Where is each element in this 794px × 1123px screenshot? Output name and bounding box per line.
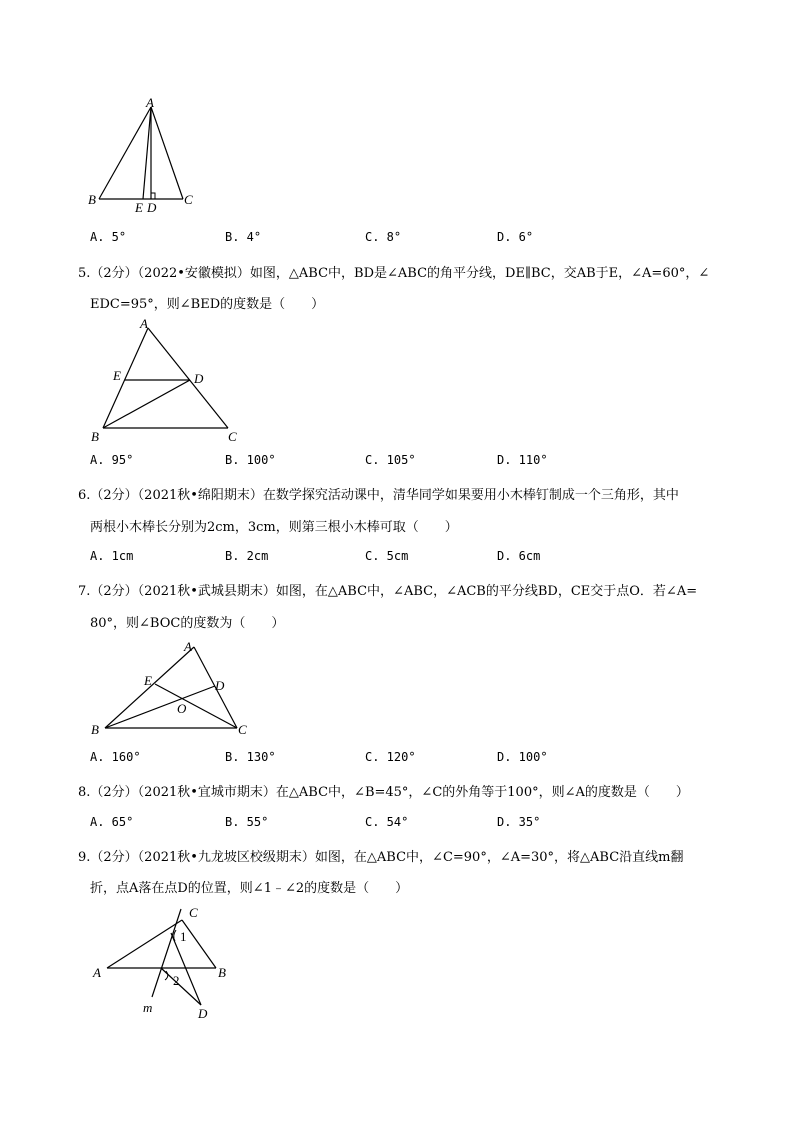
q5-option-b: B. 100° (225, 453, 276, 467)
label-D: D (194, 371, 204, 386)
q8-text-line1: 8.（2分）（2021秋•宜城市期末）在△ABC中，∠B=45°，∠C的外角等于100°，则∠A的度数是（ ） (78, 785, 689, 800)
label-O: O (177, 701, 187, 716)
label-E: E (113, 368, 121, 383)
q4-option-a: A. 5° (90, 230, 127, 244)
q7-option-d: D. 100° (497, 750, 548, 764)
label-C: C (228, 429, 237, 444)
q4-option-b: B. 4° (225, 230, 262, 244)
label-A: A (146, 95, 154, 110)
figure-q4 (85, 95, 215, 215)
q9-text-line1: 9.（2分）（2021秋•九龙坡区校级期末）如图，在△ABC中，∠C=90°，∠A=30°，将△ABC沿直线m翻 (78, 850, 684, 865)
label-B: B (91, 722, 99, 737)
q7-text-line1: 7.（2分）（2021秋•武城县期末）如图，在△ABC中，∠ABC，∠ACB的平分线BD，CE交于点O．若∠A= (78, 584, 698, 599)
label-B: B (218, 965, 226, 980)
q6-option-c: C. 5cm (365, 549, 409, 563)
label-C: C (238, 722, 247, 737)
label-m: m (143, 1000, 153, 1015)
q6-text-line2: 两根小木棒长分别为2cm，3cm，则第三根小木棒可取（ ） (90, 520, 458, 535)
q8-option-a: A. 65° (90, 815, 134, 829)
label-E: E (135, 200, 143, 215)
figure-q7 (85, 635, 255, 745)
q6-option-a: A. 1cm (90, 549, 134, 563)
label-B: B (91, 429, 99, 444)
label-C: C (189, 905, 198, 920)
q7-option-c: C. 120° (365, 750, 416, 764)
label-A: A (184, 639, 192, 654)
q5-text-line2: EDC=95°，则∠BED的度数是（ ） (90, 297, 325, 312)
q8-option-c: C. 54° (365, 815, 409, 829)
label-D: D (147, 200, 157, 215)
q8-option-d: D. 35° (497, 815, 541, 829)
q4-option-c: C. 8° (365, 230, 402, 244)
q8-option-b: B. 55° (225, 815, 269, 829)
q7-option-b: B. 130° (225, 750, 276, 764)
figure-q9 (85, 903, 255, 1023)
q5-option-a: A. 95° (90, 453, 134, 467)
q6-option-d: D. 6cm (497, 549, 541, 563)
q5-text-line1: 5.（2分）（2022•安徽模拟）如图，△ABC中，BD是∠ABC的角平分线，DE∥BC，交AB于E，∠A=60°，∠ (78, 266, 710, 281)
label-A: A (93, 965, 101, 980)
q5-option-c: C. 105° (365, 453, 416, 467)
label-A: A (140, 316, 148, 331)
q4-option-d: D. 6° (497, 230, 534, 244)
q7-option-a: A. 160° (90, 750, 141, 764)
label-C: C (184, 192, 193, 207)
q6-text-line1: 6.（2分）（2021秋•绵阳期末）在数学探究活动课中，清华同学如果要用小木棒钉制成一个三角形，其中 (78, 488, 679, 503)
q9-text-line2: 折，点A落在点D的位置，则∠1﹣∠2的度数是（ ） (90, 881, 409, 896)
label-angle-2: 2 (173, 973, 180, 988)
figure-q5 (85, 315, 255, 447)
q5-option-d: D. 110° (497, 453, 548, 467)
q6-option-b: B. 2cm (225, 549, 269, 563)
label-E: E (144, 673, 152, 688)
label-D: D (215, 678, 225, 693)
label-angle-1: 1 (180, 929, 187, 944)
label-D: D (198, 1006, 208, 1021)
label-B: B (88, 192, 96, 207)
q7-text-line2: 80°，则∠BOC的度数为（ ） (90, 616, 285, 631)
